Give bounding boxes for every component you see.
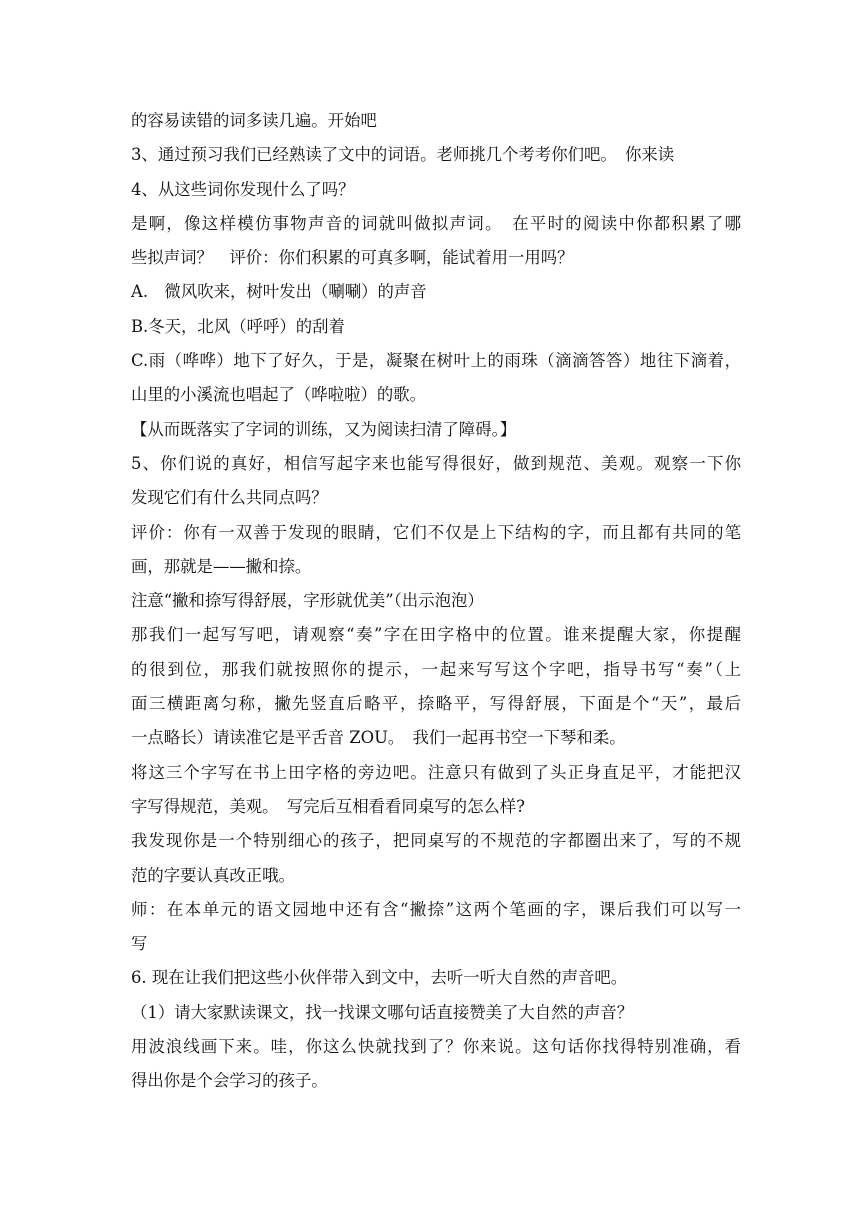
- text-line: 画，那就是——撇和捺。: [131, 556, 312, 576]
- text-line: 字写得规范，美观。 写完后互相看看同桌写的怎么样?: [131, 796, 525, 816]
- text-line: 评价：你有一双善于发现的眼睛，它们不仅是上下结构的字，而且都有共同的笔: [131, 522, 741, 542]
- text-line: C.雨（哗哗）地下了好久，于是，凝聚在树叶上的雨珠（滴滴答答）地往下滴着，: [131, 351, 741, 371]
- text-line: 范的字要认真改正哦。: [131, 865, 295, 885]
- text-line: 【从而既落实了字词的训练，又为阅读扫清了障碍。】: [131, 419, 517, 439]
- text-line: 得出你是个会学习的孩子。: [131, 1071, 328, 1091]
- document-body: [131, 104, 741, 1099]
- text-line: 注意“撇和捺写得舒展，字形就优美”（出示泡泡）: [131, 591, 484, 611]
- text-line: 的很到位，那我们就按照你的提示，一起来写写这个字吧，指导书写“奏”（上: [131, 659, 741, 679]
- text-line: A. 微风吹来，树叶发出（唰唰）的声音: [131, 282, 427, 302]
- text-line: 将这三个字写在书上田字格的旁边吧。注意只有做到了头正身直足平，才能把汉: [131, 762, 741, 782]
- text-line: 4、从这些词你发现什么了吗？: [131, 179, 355, 199]
- text-line: 我发现你是一个特别细心的孩子，把同桌写的不规范的字都圈出来了，写的不规: [131, 831, 741, 851]
- text-line: 写: [131, 934, 148, 954]
- text-line: 用波浪线画下来。哇，你这么快就找到了？你来说。这句话你找得特别准确，看: [131, 1037, 741, 1057]
- text-line: 5、你们说的真好，相信写起字来也能写得很好，做到规范、美观。观察一下你: [131, 453, 741, 473]
- text-line: 的容易读错的词多读几遍。开始吧: [131, 111, 377, 130]
- text-line: 一点略长）请读准它是平舌音 ZOU。 我们一起再书空一下琴和柔。: [131, 728, 626, 748]
- text-line: B.冬天，北风（呼呼）的刮着: [131, 316, 345, 336]
- text-line: 是啊，像这样模仿事物声音的词就叫做拟声词。 在平时的阅读中你都积累了哪: [131, 213, 741, 233]
- text-line: 3、通过预习我们已经熟读了文中的词语。老师挑几个考考你们吧。 你来读: [131, 145, 675, 165]
- text-line: 发现它们有什么共同点吗？: [131, 488, 328, 508]
- text-line: 山里的小溪流也唱起了（哗啦啦）的歌。: [131, 385, 427, 405]
- text-line: 6. 现在让我们把这些小伙伴带入到文中，去听一听大自然的声音吧。: [131, 968, 628, 988]
- text-line: 面三横距离匀称，撇先竖直后略平，捺略平，写得舒展，下面是个“天”，最后: [131, 694, 741, 714]
- text-line: 那我们一起写写吧，请观察“奏”字在田字格中的位置。谁来提醒大家，你提醒: [131, 625, 741, 645]
- text-line: 些拟声词？ 评价：你们积累的可真多啊，能试着用一用吗？: [131, 248, 574, 268]
- text-line: 师：在本单元的语文园地中还有含“撇捺”这两个笔画的字，课后我们可以写一: [131, 899, 741, 919]
- text-line: （1）请大家默读课文，找一找课文哪句话直接赞美了大自然的声音？: [131, 1002, 634, 1022]
